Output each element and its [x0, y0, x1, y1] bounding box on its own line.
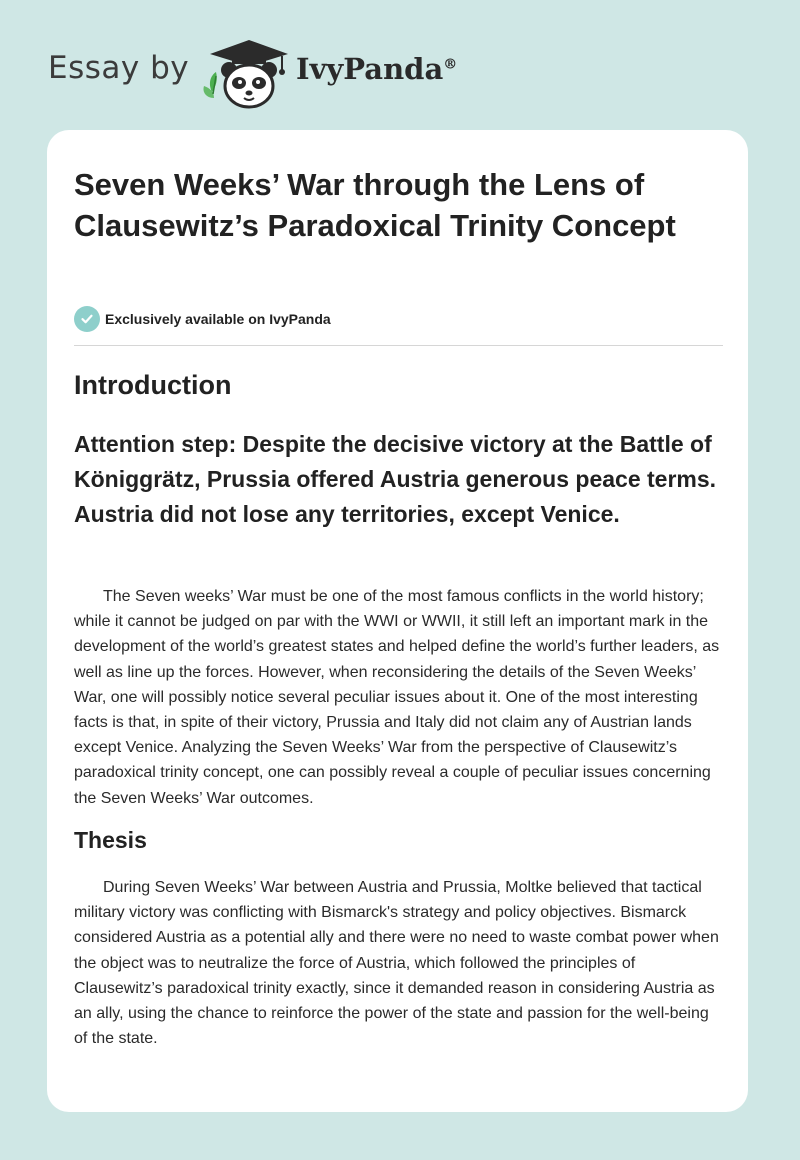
- registered-mark: ®: [443, 56, 458, 73]
- essay-by-label: Essay by: [48, 50, 190, 86]
- divider: [74, 345, 723, 346]
- panda-graduate-icon[interactable]: [202, 36, 296, 110]
- check-circle-icon: [74, 306, 100, 332]
- intro-paragraph: The Seven weeks’ War must be one of the most famous conflicts in the world history; while it cannot be judged on par with the WWI or WWII, it still left an important mark in the development of the world’s greatest states and helped define the world’s further leaders, as well as line up the forces. However, when reconsidering the details of the Seven Weeks’ War, one will possibly notice several peculiar issues about it. One of the most interesting facts is that, in spite of their victory, Prussia and Italy did not claim any of Austrian lands except Venice. Analyzing the Seven Weeks’ War from the perspective of Clausewitz’s paradoxical trinity concept, one can possibly reveal a couple of peculiar issues concerning the Seven Weeks’ War outcomes.: [74, 588, 720, 807]
- attention-step-heading: Attention step: Despite the decisive victory at the Battle of Königgrätz, Prussia offered Austria generous peace terms. Austria did not lose any territories, except Venice.: [74, 431, 717, 527]
- thesis-paragraph: During Seven Weeks’ War between Austria and Prussia, Moltke believed that tactical military victory was conflicting with Bismarck's strategy and policy objectives. Bismarck considered Austria as a potential ally and there were no need to waste combat power when the object was to neutralize the force of Austria, which followed the principles of Clausewitz’s paradoxical trinity exactly, since it demanded reason in considering Austria as an ally, using the chance to reinforce the power of the state and passion for the well-being of the state.: [74, 879, 719, 1048]
- badge-text: Exclusively available on IvyPanda: [105, 311, 331, 327]
- thesis-heading: Thesis: [74, 827, 147, 853]
- introduction-heading: Introduction: [74, 370, 232, 400]
- exclusive-badge: [74, 306, 331, 332]
- site-header: [0, 0, 800, 130]
- brand-name[interactable]: IvyPanda®: [296, 52, 458, 86]
- article-card: [47, 130, 748, 1112]
- article-title: Seven Weeks’ War through the Lens of Clausewitz’s Paradoxical Trinity Concept: [74, 167, 676, 243]
